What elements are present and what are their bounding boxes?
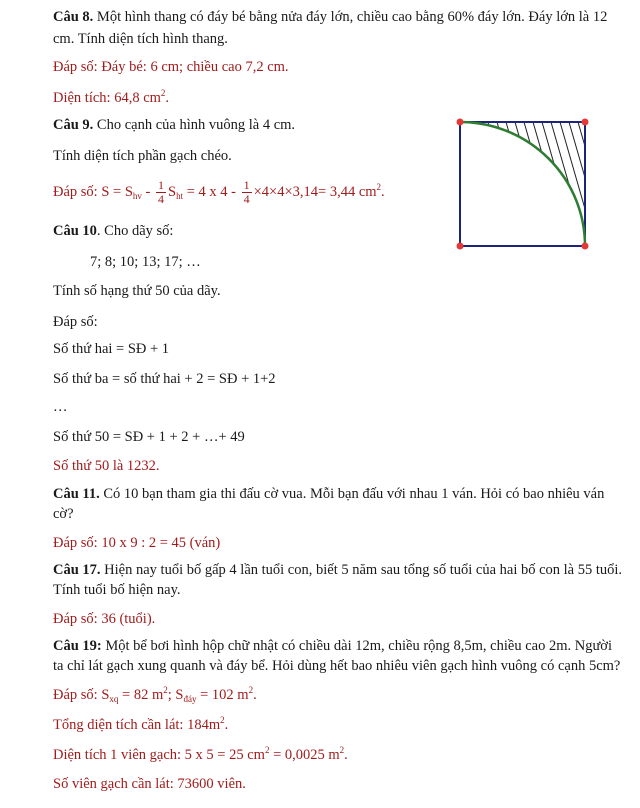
q9-product: ×4×4×3,14 <box>253 184 319 200</box>
q8-answer2-end: . <box>165 90 170 106</box>
q10-step-2: Số thứ ba = số thứ hai + 2 = SĐ + 1+2 <box>53 371 276 387</box>
q10-step-50: Số thứ 50 = SĐ + 1 + 2 + …+ 49 <box>53 429 245 445</box>
q11-question <box>53 485 604 503</box>
q19-sub-xq: xq <box>109 694 119 704</box>
q19-total-end: . <box>224 717 229 733</box>
q10-label: Câu 10 <box>53 223 97 239</box>
q9-label: Câu 9. <box>53 117 94 133</box>
square-outline <box>460 122 585 246</box>
q11-text: Có 10 bạn tham gia thi đấu cờ vua. Mỗi bạn đấu với nhau 1 ván. Hỏi có bao nhiêu ván <box>99 486 605 502</box>
quarter-circle-figure <box>450 114 600 250</box>
q19-ans-sep: ; S <box>167 687 184 703</box>
q9-frac1-den: 4 <box>157 192 164 207</box>
q19-tile-sup: 2 <box>264 745 270 755</box>
q19-sup-2: 2 <box>248 685 254 695</box>
q19-tile-text: Diện tích 1 viên gạch: 5 x 5 = 25 cm <box>53 747 265 763</box>
q19-sup-1: 2 <box>163 685 168 695</box>
hatch-line <box>587 122 600 250</box>
q10-answer-label: Đáp số: <box>53 314 98 330</box>
hatch-line <box>479 122 517 250</box>
hatch-line <box>488 122 526 250</box>
q9-sub-ht: ht <box>176 191 184 201</box>
q19-question <box>53 637 612 655</box>
q8-answer1: Đáp số: Đáy bé: 6 cm; chiều cao 7,2 cm. <box>53 59 289 75</box>
q19-ans-mid: = 82 m <box>118 687 164 703</box>
q8-question-cont: cm. Tính diện tích hình thang. <box>53 31 228 47</box>
q9-result: = 3,44 cm <box>318 184 377 200</box>
q9-frac2-num: 1 <box>243 178 250 193</box>
quarter-arc <box>460 122 585 246</box>
q10-sequence: 7; 8; 10; 13; 17; … <box>90 254 201 270</box>
q10-ask: Tính số hạng thứ 50 của dãy. <box>53 283 221 299</box>
q11-answer: Đáp số: 10 x 9 : 2 = 45 (ván) <box>53 535 221 551</box>
q19-answer <box>53 686 257 704</box>
q19-total-sup: 2 <box>220 715 225 725</box>
q19-text: Một bể bơi hình hộp chữ nhật có chiều dài 12m, chiều rộng 8,5m, chiều cao 2m. Người <box>101 638 613 654</box>
q10-dots: … <box>53 399 68 415</box>
q17-label: Câu 17. <box>53 562 101 578</box>
q19-ans-end: . <box>253 687 257 703</box>
hatch-line <box>596 122 600 250</box>
q19-label: Câu 19: <box>53 638 102 654</box>
hatch-line <box>470 122 508 250</box>
q8-label: Câu 8. <box>53 9 94 25</box>
q17-text: Hiện nay tuổi bố gấp 4 lần tuổi con, biết 5 năm sau tổng số tuổi của hai bố con là 55 tuổi. <box>100 562 623 578</box>
hatch-line <box>578 122 600 250</box>
q19-question-cont: ta chỉ lát gạch xung quanh và đáy bể. Hỏi dùng hết bao nhiêu viên gạch hình vuông có cạnh 5cm? <box>53 658 621 674</box>
q19-tile-end: . <box>344 747 348 763</box>
q8-answer2 <box>53 89 169 107</box>
q9-frac1-num: 1 <box>157 178 164 193</box>
q10-result: Số thứ 50 là 1232. <box>53 458 160 474</box>
q9-question-cont: Tính diện tích phần gạch chéo. <box>53 148 232 164</box>
q8-question <box>53 8 607 26</box>
q9-mid: = 4 x 4 - <box>183 184 240 200</box>
q9-sub-hv: hv <box>132 191 142 201</box>
q19-tile-sup-2: 2 <box>339 745 345 755</box>
q9-question <box>53 116 295 134</box>
q9-fraction-2 <box>242 179 252 206</box>
q19-tile-mid: = 0,0025 m <box>269 747 340 763</box>
q9-answer <box>53 177 385 207</box>
q8-answer2-text: Diện tích: 64,8 cm <box>53 90 161 106</box>
corner-point-bottom-right <box>582 243 589 250</box>
q9-result-end: . <box>381 184 385 200</box>
q8-answer2-sup: 2 <box>160 88 166 98</box>
corner-point-bottom-left <box>457 243 464 250</box>
q8-text: Một hình thang có đáy bé bằng nửa đáy lớn, chiều cao bằng 60% đáy lớn. Đáy lớn là 12 <box>93 9 608 25</box>
q11-question-cont: cờ? <box>53 506 74 522</box>
q19-tile-count: Số viên gạch cần lát: 73600 viên. <box>53 776 246 792</box>
corner-point-top-left <box>457 119 464 126</box>
q10-step-1: Số thứ hai = SĐ + 1 <box>53 341 170 357</box>
q10-question <box>53 222 173 240</box>
hatch-line <box>560 122 598 250</box>
q19-total-text: Tổng diện tích cần lát: 184m <box>53 717 221 733</box>
q10-text: . Cho dãy số: <box>96 223 174 239</box>
q17-question <box>53 561 622 579</box>
q11-label: Câu 11. <box>53 486 100 502</box>
corner-point-top-right <box>582 119 589 126</box>
q9-s-letter: S <box>167 184 177 200</box>
q9-result-sup: 2 <box>376 182 382 192</box>
q9-text: Cho cạnh của hình vuông là 4 cm. <box>93 117 296 133</box>
hatched-region <box>470 122 600 250</box>
q19-ans-prefix: Đáp số: S <box>53 687 110 703</box>
q9-frac2-den: 4 <box>243 192 250 207</box>
q9-minus: - <box>141 184 154 200</box>
q17-answer: Đáp số: 36 (tuổi). <box>53 611 156 627</box>
q19-total-area <box>53 716 228 734</box>
q17-question-cont: Tính tuổi bố hiện nay. <box>53 582 181 598</box>
q19-sub-day: đáy <box>183 694 197 704</box>
q9-ans-prefix: Đáp số: S = S <box>53 184 133 200</box>
q19-ans-mid2: = 102 m <box>196 687 249 703</box>
q9-fraction-1 <box>156 179 166 206</box>
q19-tile-area <box>53 746 348 764</box>
